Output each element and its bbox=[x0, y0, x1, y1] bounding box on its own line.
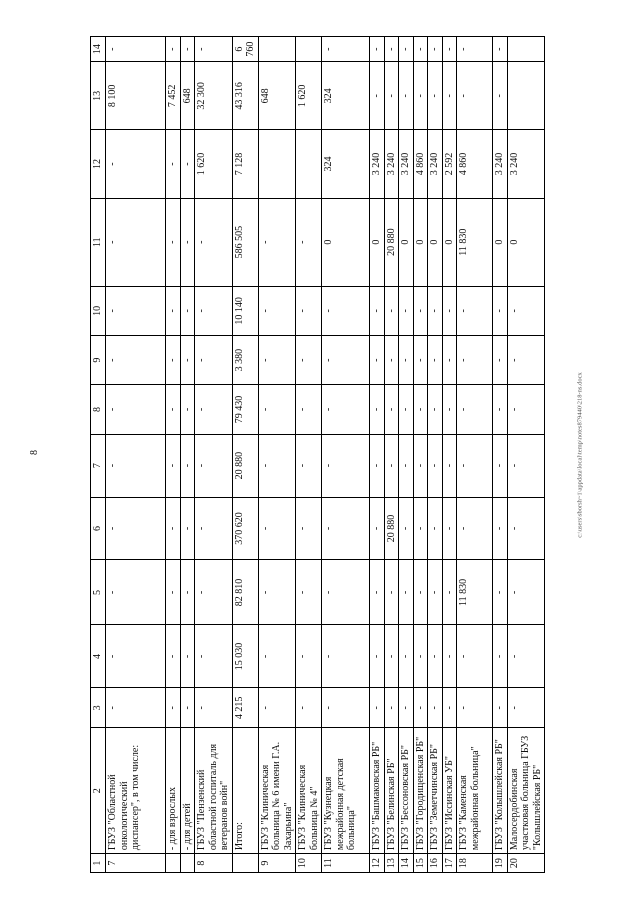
value-cell: - bbox=[493, 37, 508, 62]
value-cell: - bbox=[457, 37, 493, 62]
institution-name-cell: ГБУЗ "Башмаковская РБ" bbox=[370, 728, 385, 854]
column-number-header: 13 bbox=[91, 62, 106, 130]
value-cell: - bbox=[428, 336, 443, 385]
value-cell: - bbox=[322, 560, 370, 625]
page-number: 8 bbox=[29, 450, 40, 455]
value-cell: - bbox=[399, 385, 414, 434]
value-cell: - bbox=[180, 198, 195, 286]
value-cell bbox=[296, 37, 322, 62]
value-cell: - bbox=[457, 385, 493, 434]
value-cell: 32 300 bbox=[195, 62, 233, 130]
table-row bbox=[322, 37, 370, 873]
institution-name-cell: - для взрослых bbox=[166, 728, 181, 854]
value-cell: - bbox=[413, 625, 428, 688]
value-cell: - bbox=[195, 560, 233, 625]
value-cell: - bbox=[106, 37, 166, 62]
value-cell: - bbox=[166, 688, 181, 728]
value-cell: - bbox=[180, 688, 195, 728]
value-cell: 8 100 bbox=[106, 62, 166, 130]
value-cell: - bbox=[493, 625, 508, 688]
row-number-cell: 17 bbox=[442, 854, 457, 873]
value-cell: - bbox=[166, 497, 181, 560]
value-cell: - bbox=[413, 497, 428, 560]
row-number-cell: 9 bbox=[258, 854, 296, 873]
institution-name-cell: ГБУЗ "Земетчинская РБ" bbox=[428, 728, 443, 854]
value-cell: 0 bbox=[507, 198, 545, 286]
value-cell: 648 bbox=[258, 62, 296, 130]
value-cell bbox=[296, 130, 322, 198]
row-number-cell: 10 bbox=[296, 854, 322, 873]
value-cell: - bbox=[195, 286, 233, 335]
value-cell: - bbox=[428, 286, 443, 335]
value-cell: 20 880 bbox=[384, 198, 399, 286]
table-row bbox=[384, 37, 399, 873]
value-cell: - bbox=[166, 336, 181, 385]
header-row bbox=[91, 37, 106, 873]
value-cell: - bbox=[370, 286, 385, 335]
column-number-header: 1 bbox=[91, 854, 106, 873]
row-number-cell: 7 bbox=[106, 854, 166, 873]
value-cell: - bbox=[258, 688, 296, 728]
value-cell: - bbox=[166, 198, 181, 286]
value-cell: - bbox=[493, 385, 508, 434]
value-cell: - bbox=[457, 625, 493, 688]
value-cell: - bbox=[507, 497, 545, 560]
value-cell: - bbox=[493, 336, 508, 385]
value-cell: - bbox=[399, 37, 414, 62]
value-cell: - bbox=[370, 385, 385, 434]
value-cell: - bbox=[399, 688, 414, 728]
column-number-header: 4 bbox=[91, 625, 106, 688]
value-cell: - bbox=[258, 198, 296, 286]
column-number-header: 7 bbox=[91, 434, 106, 497]
value-cell: - bbox=[442, 286, 457, 335]
value-cell: - bbox=[322, 286, 370, 335]
value-cell: - bbox=[322, 336, 370, 385]
column-number-header: 6 bbox=[91, 497, 106, 560]
value-cell: - bbox=[428, 497, 443, 560]
value-cell: - bbox=[322, 688, 370, 728]
column-number-header: 5 bbox=[91, 560, 106, 625]
value-cell: - bbox=[413, 688, 428, 728]
column-number-header: 2 bbox=[91, 728, 106, 854]
value-cell: - bbox=[428, 560, 443, 625]
value-cell: - bbox=[428, 434, 443, 497]
value-cell: - bbox=[370, 434, 385, 497]
value-cell: - bbox=[384, 385, 399, 434]
value-cell: - bbox=[106, 560, 166, 625]
value-cell: 0 bbox=[442, 198, 457, 286]
row-number-cell: 19 bbox=[493, 854, 508, 873]
table-row bbox=[507, 37, 545, 873]
value-cell: - bbox=[428, 625, 443, 688]
value-cell: 79 430 bbox=[232, 385, 258, 434]
value-cell: 1 620 bbox=[296, 62, 322, 130]
value-cell: 15 030 bbox=[232, 625, 258, 688]
row-number-cell: 20 bbox=[507, 854, 545, 873]
value-cell bbox=[258, 130, 296, 198]
value-cell: - bbox=[413, 434, 428, 497]
value-cell: 0 bbox=[322, 198, 370, 286]
value-cell: - bbox=[195, 434, 233, 497]
value-cell: 0 bbox=[370, 198, 385, 286]
value-cell: - bbox=[370, 336, 385, 385]
institution-name-cell: ГБУЗ "Клиническая больница № 6 имени Г.А. Захарьина" bbox=[258, 728, 296, 854]
value-cell: - bbox=[166, 625, 181, 688]
value-cell: - bbox=[106, 497, 166, 560]
value-cell: - bbox=[442, 37, 457, 62]
value-cell: - bbox=[457, 336, 493, 385]
value-cell: - bbox=[322, 625, 370, 688]
column-number-header: 3 bbox=[91, 688, 106, 728]
column-number-header: 12 bbox=[91, 130, 106, 198]
value-cell: 0 bbox=[399, 198, 414, 286]
value-cell: - bbox=[399, 336, 414, 385]
value-cell: 7 128 bbox=[232, 130, 258, 198]
value-cell bbox=[507, 62, 545, 130]
value-cell: - bbox=[507, 688, 545, 728]
value-cell: - bbox=[457, 286, 493, 335]
value-cell: - bbox=[180, 286, 195, 335]
table-row bbox=[370, 37, 385, 873]
institution-name-cell: ГБУЗ "Пензенский областной госпиталь для ветеранов войн" bbox=[195, 728, 233, 854]
table-row bbox=[399, 37, 414, 873]
value-cell: 0 bbox=[428, 198, 443, 286]
value-cell: - bbox=[106, 336, 166, 385]
value-cell: - bbox=[258, 434, 296, 497]
table-row bbox=[413, 37, 428, 873]
column-number-header: 11 bbox=[91, 198, 106, 286]
value-cell: - bbox=[399, 286, 414, 335]
value-cell: - bbox=[106, 130, 166, 198]
table-row bbox=[258, 37, 296, 873]
value-cell: - bbox=[493, 62, 508, 130]
value-cell: - bbox=[428, 37, 443, 62]
value-cell: - bbox=[258, 385, 296, 434]
value-cell: - bbox=[507, 385, 545, 434]
table-row bbox=[195, 37, 233, 873]
value-cell: - bbox=[296, 286, 322, 335]
value-cell: - bbox=[384, 37, 399, 62]
row-number-cell bbox=[166, 854, 181, 873]
value-cell: - bbox=[442, 62, 457, 130]
value-cell: 324 bbox=[322, 130, 370, 198]
value-cell: - bbox=[399, 62, 414, 130]
value-cell: - bbox=[384, 688, 399, 728]
value-cell: - bbox=[507, 560, 545, 625]
institution-name-cell: - для детей bbox=[180, 728, 195, 854]
value-cell: - bbox=[493, 286, 508, 335]
value-cell bbox=[507, 37, 545, 62]
institution-name-cell: ГБУЗ "Клиническая больница № 4" bbox=[296, 728, 322, 854]
value-cell: - bbox=[493, 434, 508, 497]
institution-name-cell: ГБУЗ "Областной онкологический диспансер", в том числе: bbox=[106, 728, 166, 854]
value-cell: - bbox=[180, 497, 195, 560]
row-number-cell: 14 bbox=[399, 854, 414, 873]
value-cell: 82 810 bbox=[232, 560, 258, 625]
value-cell: - bbox=[166, 37, 181, 62]
value-cell: - bbox=[106, 286, 166, 335]
value-cell: 11 830 bbox=[457, 560, 493, 625]
value-cell: - bbox=[106, 198, 166, 286]
value-cell: - bbox=[180, 625, 195, 688]
value-cell: - bbox=[399, 497, 414, 560]
institution-name-cell: ГБУЗ "Кузнецкая межрайонная детская больница" bbox=[322, 728, 370, 854]
value-cell: - bbox=[180, 336, 195, 385]
value-cell: 0 bbox=[413, 198, 428, 286]
value-cell: - bbox=[258, 286, 296, 335]
value-cell: 20 880 bbox=[232, 434, 258, 497]
value-cell: - bbox=[413, 560, 428, 625]
value-cell: 4 215 bbox=[232, 688, 258, 728]
value-cell: - bbox=[296, 336, 322, 385]
value-cell: - bbox=[442, 625, 457, 688]
value-cell: - bbox=[507, 336, 545, 385]
value-cell: - bbox=[428, 385, 443, 434]
value-cell: - bbox=[442, 688, 457, 728]
value-cell: - bbox=[322, 385, 370, 434]
value-cell: - bbox=[384, 62, 399, 130]
value-cell: - bbox=[457, 497, 493, 560]
value-cell: 7 452 bbox=[166, 62, 181, 130]
value-cell: - bbox=[296, 198, 322, 286]
value-cell: - bbox=[296, 497, 322, 560]
value-cell: - bbox=[370, 37, 385, 62]
column-number-header: 10 bbox=[91, 286, 106, 335]
value-cell: - bbox=[166, 560, 181, 625]
value-cell: - bbox=[370, 625, 385, 688]
value-cell: - bbox=[180, 130, 195, 198]
row-number-cell: 16 bbox=[428, 854, 443, 873]
value-cell: - bbox=[166, 434, 181, 497]
value-cell: 10 140 bbox=[232, 286, 258, 335]
table-row bbox=[106, 37, 166, 873]
institution-name-cell: ГБУЗ "Бессоновская РБ" bbox=[399, 728, 414, 854]
column-number-header: 14 bbox=[91, 37, 106, 62]
table-row bbox=[493, 37, 508, 873]
value-cell: - bbox=[493, 688, 508, 728]
value-cell: 586 505 bbox=[232, 198, 258, 286]
value-cell: - bbox=[428, 688, 443, 728]
value-cell: 1 620 bbox=[195, 130, 233, 198]
table-row bbox=[442, 37, 457, 873]
value-cell: 3 240 bbox=[370, 130, 385, 198]
value-cell: 3 240 bbox=[428, 130, 443, 198]
row-number-cell: 15 bbox=[413, 854, 428, 873]
value-cell: - bbox=[493, 497, 508, 560]
value-cell: 370 620 bbox=[232, 497, 258, 560]
table-row bbox=[457, 37, 493, 873]
row-number-cell: 8 bbox=[195, 854, 233, 873]
value-cell: - bbox=[507, 434, 545, 497]
institution-name-cell: ГБУЗ "Городищенская РБ" bbox=[413, 728, 428, 854]
value-cell: - bbox=[399, 625, 414, 688]
value-cell: - bbox=[322, 497, 370, 560]
row-number-cell bbox=[180, 854, 195, 873]
value-cell: 3 240 bbox=[507, 130, 545, 198]
footer-file-path: c:\users\sborsh~1\appdata\local\temp\notes879440\218-ns.docx bbox=[576, 372, 584, 538]
value-cell bbox=[258, 37, 296, 62]
value-cell: - bbox=[106, 625, 166, 688]
value-cell: - bbox=[258, 625, 296, 688]
value-cell: - bbox=[457, 688, 493, 728]
value-cell: - bbox=[296, 688, 322, 728]
value-cell: 2 592 bbox=[442, 130, 457, 198]
value-cell: - bbox=[399, 560, 414, 625]
value-cell: - bbox=[106, 434, 166, 497]
value-cell: 11 830 bbox=[457, 198, 493, 286]
value-cell: 20 880 bbox=[384, 497, 399, 560]
value-cell: - bbox=[442, 434, 457, 497]
institution-name-cell: Малосердобинская участковая больница ГБУЗ "Колышлейская РБ" bbox=[507, 728, 545, 854]
value-cell: - bbox=[399, 434, 414, 497]
value-cell: - bbox=[370, 62, 385, 130]
value-cell: - bbox=[180, 560, 195, 625]
value-cell: - bbox=[442, 336, 457, 385]
value-cell: 4 860 bbox=[413, 130, 428, 198]
row-number-cell: 12 bbox=[370, 854, 385, 873]
value-cell: - bbox=[195, 688, 233, 728]
value-cell: - bbox=[370, 497, 385, 560]
value-cell: 6 760 bbox=[232, 37, 258, 62]
column-number-header: 8 bbox=[91, 385, 106, 434]
table-row bbox=[232, 37, 258, 873]
value-cell: - bbox=[370, 560, 385, 625]
value-cell: - bbox=[384, 336, 399, 385]
value-cell: - bbox=[180, 385, 195, 434]
value-cell: - bbox=[106, 688, 166, 728]
data-table bbox=[90, 36, 545, 873]
value-cell: - bbox=[258, 560, 296, 625]
value-cell: 4 860 bbox=[457, 130, 493, 198]
value-cell: - bbox=[195, 336, 233, 385]
value-cell: - bbox=[413, 336, 428, 385]
value-cell: 0 bbox=[493, 198, 508, 286]
value-cell: - bbox=[195, 625, 233, 688]
value-cell: 43 316 bbox=[232, 62, 258, 130]
row-number-cell: 18 bbox=[457, 854, 493, 873]
value-cell: - bbox=[493, 560, 508, 625]
value-cell: - bbox=[507, 625, 545, 688]
value-cell: - bbox=[166, 286, 181, 335]
value-cell: - bbox=[166, 385, 181, 434]
row-number-cell: 11 bbox=[322, 854, 370, 873]
value-cell: - bbox=[384, 560, 399, 625]
value-cell: - bbox=[428, 62, 443, 130]
value-cell: - bbox=[384, 286, 399, 335]
value-cell: - bbox=[442, 497, 457, 560]
value-cell: - bbox=[195, 497, 233, 560]
value-cell: - bbox=[296, 625, 322, 688]
value-cell: - bbox=[322, 37, 370, 62]
value-cell: - bbox=[180, 37, 195, 62]
value-cell: - bbox=[413, 62, 428, 130]
value-cell: - bbox=[384, 625, 399, 688]
table-row bbox=[428, 37, 443, 873]
value-cell: 3 240 bbox=[384, 130, 399, 198]
value-cell: - bbox=[180, 434, 195, 497]
institution-name-cell: ГБУЗ "Белинская РБ" bbox=[384, 728, 399, 854]
value-cell: - bbox=[195, 198, 233, 286]
table-row bbox=[166, 37, 181, 873]
row-number-cell: 13 bbox=[384, 854, 399, 873]
value-cell: - bbox=[413, 385, 428, 434]
table-row bbox=[180, 37, 195, 873]
value-cell: - bbox=[507, 286, 545, 335]
value-cell: - bbox=[457, 62, 493, 130]
value-cell: - bbox=[296, 560, 322, 625]
value-cell: - bbox=[384, 434, 399, 497]
value-cell: - bbox=[258, 497, 296, 560]
value-cell: - bbox=[296, 434, 322, 497]
value-cell: - bbox=[322, 434, 370, 497]
institution-name-cell: Итого: bbox=[232, 728, 258, 854]
institution-name-cell: ГБУЗ "Колышлейская РБ" bbox=[493, 728, 508, 854]
value-cell: - bbox=[457, 434, 493, 497]
institution-name-cell: ГБУЗ "Иссинская УБ" bbox=[442, 728, 457, 854]
value-cell: - bbox=[258, 336, 296, 385]
value-cell: - bbox=[442, 560, 457, 625]
value-cell: - bbox=[195, 37, 233, 62]
value-cell: - bbox=[413, 37, 428, 62]
value-cell: 324 bbox=[322, 62, 370, 130]
rotated-table-container bbox=[90, 36, 575, 873]
value-cell: - bbox=[195, 385, 233, 434]
column-number-header: 9 bbox=[91, 336, 106, 385]
footer-file-path-wrap bbox=[575, 372, 585, 538]
value-cell: - bbox=[106, 385, 166, 434]
value-cell: 3 240 bbox=[493, 130, 508, 198]
value-cell: 648 bbox=[180, 62, 195, 130]
table-row bbox=[296, 37, 322, 873]
value-cell: - bbox=[413, 286, 428, 335]
value-cell: - bbox=[442, 385, 457, 434]
value-cell: - bbox=[370, 688, 385, 728]
value-cell: - bbox=[296, 385, 322, 434]
value-cell: - bbox=[166, 130, 181, 198]
row-number-cell bbox=[232, 854, 258, 873]
value-cell: 3 380 bbox=[232, 336, 258, 385]
value-cell: 3 240 bbox=[399, 130, 414, 198]
institution-name-cell: ГБУЗ "Каменская межрайонная больница" bbox=[457, 728, 493, 854]
